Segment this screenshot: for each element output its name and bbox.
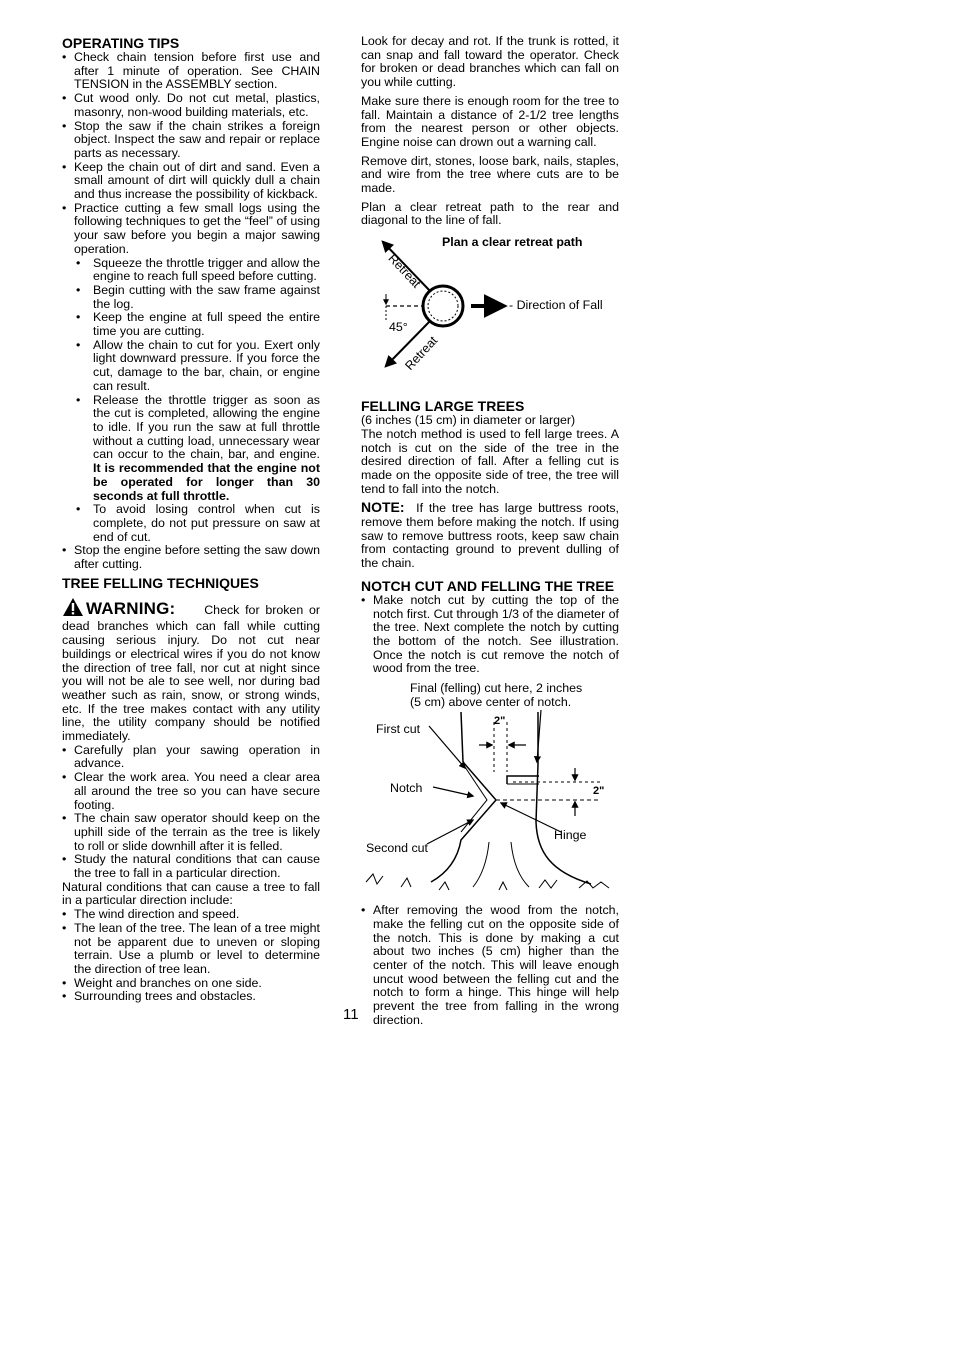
list-item: • Surrounding trees and obstacles. xyxy=(62,990,320,1004)
remove-dirt-paragraph: Remove dirt, stones, loose bark, nails, staples, and wire from the tree where cuts are to be made. xyxy=(361,153,619,196)
list-item: • Keep the chain out of dirt and sand. Even a small amount of dirt will quickly dull a chain and thus increase the possibility of kickback. xyxy=(62,161,320,202)
stop-list xyxy=(62,544,320,571)
tree-felling-heading: TREE FELLING TECHNIQUES xyxy=(62,574,259,591)
dimension-side-label: 2" xyxy=(593,785,605,798)
list-item: • Weight and branches on one side. xyxy=(62,977,320,991)
note-label: NOTE: xyxy=(361,499,405,516)
list-item: • After removing the wood from the notch, make the felling cut on the opposite side of the notch. This is done by making a cut about two inches (5 cm) higher than the center of the notch. This will leave enough uncut wood between the felling cut and the notch to form a hinge. This hinge will help prevent the tree from falling in the wrong direction. xyxy=(361,904,619,1027)
list-item: • Squeeze the throttle trigger and allow the engine to reach full speed before cutting. xyxy=(62,257,320,284)
warning-title: WARNING: xyxy=(86,598,176,618)
warning-text: Check for broken or dead branches which can fall while cutting causing serious injury. Do not cut near buildings or electrical wires if you do not know the direction of tree fall, nor cut at night since you will not be ale to see well, nor during bad weather such as rain, snow, or strong winds, etc. If the tree makes contact with any utility line, the utility company should be notified immediately. xyxy=(62,602,320,744)
operating-tips-heading: OPERATING TIPS xyxy=(62,35,180,51)
list-item: • The chain saw operator should keep on the uphill side of the terrain as the tree is likely to roll or slide downhill after it is felled. xyxy=(62,812,320,853)
notch-cut-diagram xyxy=(361,682,621,900)
dimension-top-label: 2" xyxy=(494,715,506,728)
note-paragraph xyxy=(361,501,619,571)
list-item: • Clear the work area. You need a clear area all around the tree so you can have secure footing. xyxy=(62,771,320,812)
felling-list xyxy=(62,744,320,881)
list-item xyxy=(62,394,320,504)
list-item: • Keep the engine at full speed the entire time you are cutting. xyxy=(62,311,320,338)
list-item: • Begin cutting with the saw frame against the log. xyxy=(62,284,320,311)
retreat-paragraph: Plan a clear retreat path to the rear and diagonal to the line of fall. xyxy=(361,199,619,228)
after-notch-list xyxy=(361,904,619,1027)
list-item: • To avoid losing control when cut is complete, do not put pressure on saw at end of cut. xyxy=(62,503,320,544)
list-item: • Make notch cut by cutting the top of the notch first. Cut through 1/3 of the diameter of the tree. Next complete the notch by cutting the bottom of the notch. See illustration. Once the notch is cut remove the notch of wood from the tree. xyxy=(361,594,619,676)
list-item: • The wind direction and speed. xyxy=(62,908,320,922)
list-item: • Stop the engine before setting the saw down after cutting. xyxy=(62,544,320,571)
final-cut-label-2: (5 cm) above center of notch. xyxy=(410,695,572,710)
hinge-label: Hinge xyxy=(554,828,587,843)
list-item: • Carefully plan your sawing operation in advance. xyxy=(62,744,320,771)
retreat-label-top: Retreat xyxy=(385,251,424,291)
release-bold-text: It is recommended that the engine not be operated for longer than 30 seconds at full throttle. xyxy=(93,461,320,503)
list-item: • Allow the chain to cut for you. Exert only light downward pressure. If you force the cut, damage to the bar, chain, or engine can result. xyxy=(62,339,320,394)
notch-list xyxy=(361,594,619,676)
retreat-diagram-title: Plan a clear retreat path xyxy=(442,235,583,250)
room-paragraph: Make sure there is enough room for the tree to fall. Maintain a distance of 2-1/2 tree lengths from the nearest person or other objects. Engine noise can drown out a warning call. xyxy=(361,93,619,149)
first-cut-label: First cut xyxy=(376,722,421,737)
release-text: Release the throttle trigger as soon as the cut is completed, allowing the engine to idle. If you run the saw at full throttle without a cutting load, unnecessary wear can occur to the chain, bar, and engine. xyxy=(93,392,320,462)
list-item: • Cut wood only. Do not cut metal, plastics, masonry, non-wood building materials, etc. xyxy=(62,92,320,119)
direction-of-fall-label: - Direction of Fall xyxy=(509,298,603,313)
list-item: • Stop the saw if the chain strikes a foreign object. Inspect the saw and repair or replace parts as necessary. xyxy=(62,120,320,161)
retreat-label-bottom: Retreat xyxy=(402,333,441,374)
page-number: 11 xyxy=(343,1006,359,1023)
warning-paragraph xyxy=(62,597,320,744)
operating-tips-list xyxy=(62,51,320,257)
practice-sublist xyxy=(62,257,320,545)
warning-triangle-icon xyxy=(62,597,84,621)
second-cut-label: Second cut xyxy=(366,841,428,856)
felling-large-trees-heading: FELLING LARGE TREES xyxy=(361,398,525,415)
large-trees-subtitle: (6 inches (15 cm) in diameter or larger) xyxy=(361,413,576,428)
angle-label: 45° xyxy=(389,320,408,335)
notch-cut-heading: NOTCH CUT AND FELLING THE TREE xyxy=(361,577,615,594)
notch-label: Notch xyxy=(390,781,423,796)
decay-paragraph: Look for decay and rot. If the trunk is rotted, it can snap and fall toward the operator. Check for broken or dead branches which can fall on you while cutting. xyxy=(361,34,619,90)
final-cut-label-1: Final (felling) cut here, 2 inches xyxy=(410,681,583,696)
list-item: • Practice cutting a few small logs using the following techniques to get the “feel” of using your saw before you begin a major sawing operation. xyxy=(62,202,320,257)
note-text: If the tree has large buttress roots, remove them before making the notch. If using saw to remove buttress roots, keep saw chain from contacting ground to prevent dulling of the chain. xyxy=(361,501,619,571)
left-column xyxy=(62,35,320,1004)
natural-list xyxy=(62,908,320,1004)
right-column xyxy=(361,35,619,1027)
list-item: • Check chain tension before first use and after 1 minute of operation. See CHAIN TENSION in the ASSEMBLY section. xyxy=(62,51,320,92)
natural-intro: Natural conditions that can cause a tree to fall in a particular direction include: xyxy=(62,879,320,908)
large-trees-text: The notch method is used to fell large trees. A notch is cut on the side of the tree in the desired direction of fall. After a felling cut is made on the opposite side of tree, the tree will tend to fall into the notch. xyxy=(361,426,619,496)
list-item: • The lean of the tree. The lean of a tree might not be apparent due to uneven or sloping terrain. Use a plumb or level to determine the direction of tree lean. xyxy=(62,922,320,977)
list-item: • Study the natural conditions that can cause the tree to fall in a particular direction. xyxy=(62,853,320,880)
retreat-path-diagram xyxy=(361,236,621,394)
